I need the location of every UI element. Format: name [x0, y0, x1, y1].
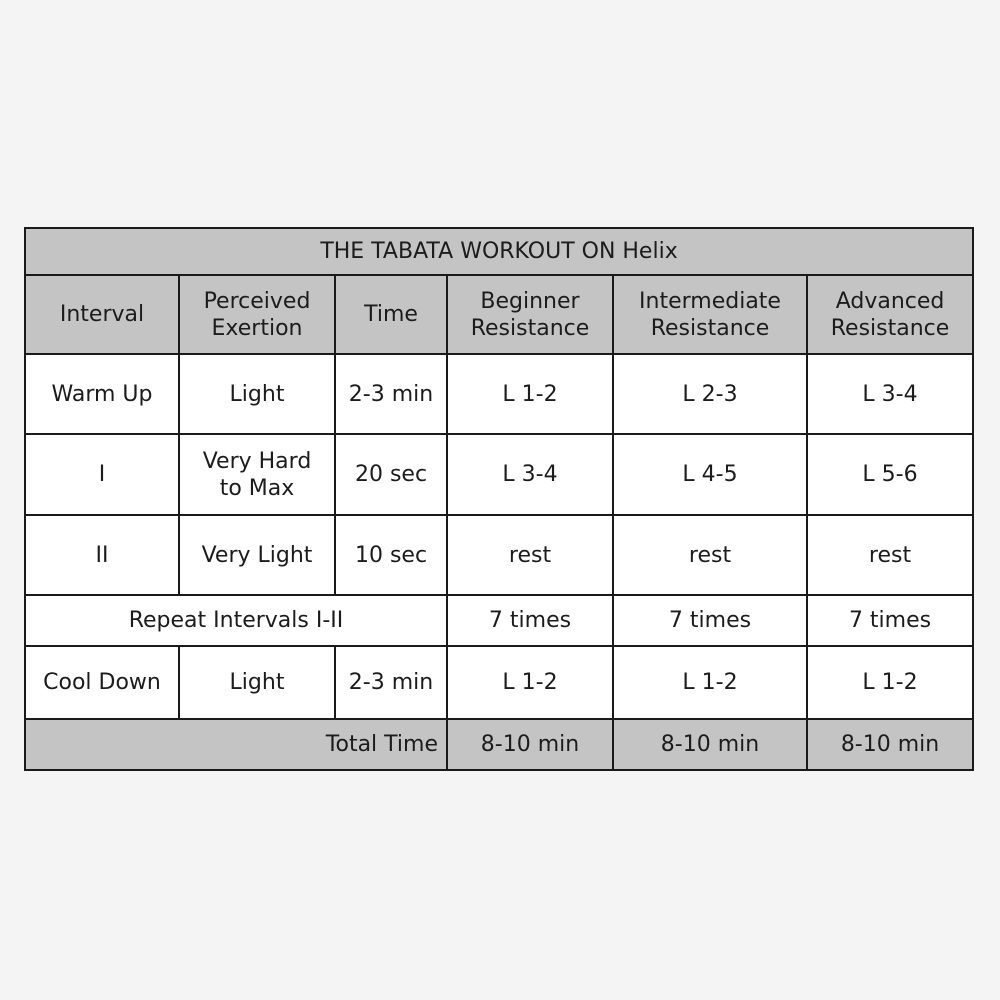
cell-exertion-line-1: Very Hard — [202, 448, 312, 474]
header-intermediate-line-1: Intermediate — [639, 288, 781, 314]
cell-interval: I — [26, 435, 178, 515]
cell-beginner: rest — [448, 516, 612, 593]
table-row-interval-2 — [26, 516, 972, 593]
header-beginner-line-2: Resistance — [470, 315, 590, 341]
cell-interval: Warm Up — [26, 355, 178, 432]
table-title-row — [26, 229, 972, 274]
cell-intermediate: L 2-3 — [614, 355, 806, 432]
table-row-warm-up — [26, 355, 972, 432]
header-perceived-exertion — [180, 276, 334, 353]
cell-intermediate: 7 times — [614, 596, 806, 645]
cell-time: 10 sec — [336, 516, 446, 593]
header-advanced-resistance — [808, 276, 972, 353]
header-beginner-line-1: Beginner — [480, 288, 580, 314]
cell-advanced: L 1-2 — [808, 647, 972, 718]
cell-exertion — [180, 435, 334, 515]
header-intermediate-resistance — [614, 276, 806, 353]
cell-exertion: Light — [180, 355, 334, 432]
cell-intermediate: L 4-5 — [614, 435, 806, 515]
cell-exertion: Very Light — [180, 516, 334, 593]
cell-total-intermediate: 8-10 min — [614, 720, 806, 769]
header-interval: Interval — [26, 276, 178, 353]
cell-total-label: Total Time — [26, 720, 446, 769]
cell-time: 2-3 min — [336, 355, 446, 432]
cell-advanced: 7 times — [808, 596, 972, 645]
header-time: Time — [336, 276, 446, 353]
cell-beginner: L 3-4 — [448, 435, 612, 515]
tabata-workout-table — [24, 227, 974, 771]
cell-interval: Cool Down — [26, 647, 178, 718]
table-row-interval-1 — [26, 435, 972, 515]
header-row — [26, 276, 972, 353]
cell-total-advanced: 8-10 min — [808, 720, 972, 769]
table-row-repeat — [26, 596, 972, 645]
cell-repeat-label: Repeat Intervals I-II — [26, 596, 446, 645]
cell-advanced: L 3-4 — [808, 355, 972, 432]
cell-interval: II — [26, 516, 178, 593]
header-advanced-line-2: Resistance — [830, 315, 950, 341]
header-advanced-line-1: Advanced — [835, 288, 945, 314]
cell-exertion-line-2: to Max — [219, 475, 295, 501]
cell-intermediate: rest — [614, 516, 806, 593]
cell-beginner: L 1-2 — [448, 355, 612, 432]
header-beginner-resistance — [448, 276, 612, 353]
header-exertion-line-2: Exertion — [211, 315, 303, 341]
table-row-total — [26, 720, 972, 769]
table-row-cool-down — [26, 647, 972, 718]
cell-beginner: 7 times — [448, 596, 612, 645]
cell-advanced: rest — [808, 516, 972, 593]
cell-exertion: Light — [180, 647, 334, 718]
cell-beginner: L 1-2 — [448, 647, 612, 718]
cell-total-beginner: 8-10 min — [448, 720, 612, 769]
tabata-table-container — [24, 227, 974, 771]
table-title: THE TABATA WORKOUT ON Helix — [26, 229, 972, 274]
cell-intermediate: L 1-2 — [614, 647, 806, 718]
cell-advanced: L 5-6 — [808, 435, 972, 515]
cell-time: 2-3 min — [336, 647, 446, 718]
header-exertion-line-1: Perceived — [203, 288, 311, 314]
header-intermediate-line-2: Resistance — [650, 315, 770, 341]
cell-time: 20 sec — [336, 435, 446, 515]
